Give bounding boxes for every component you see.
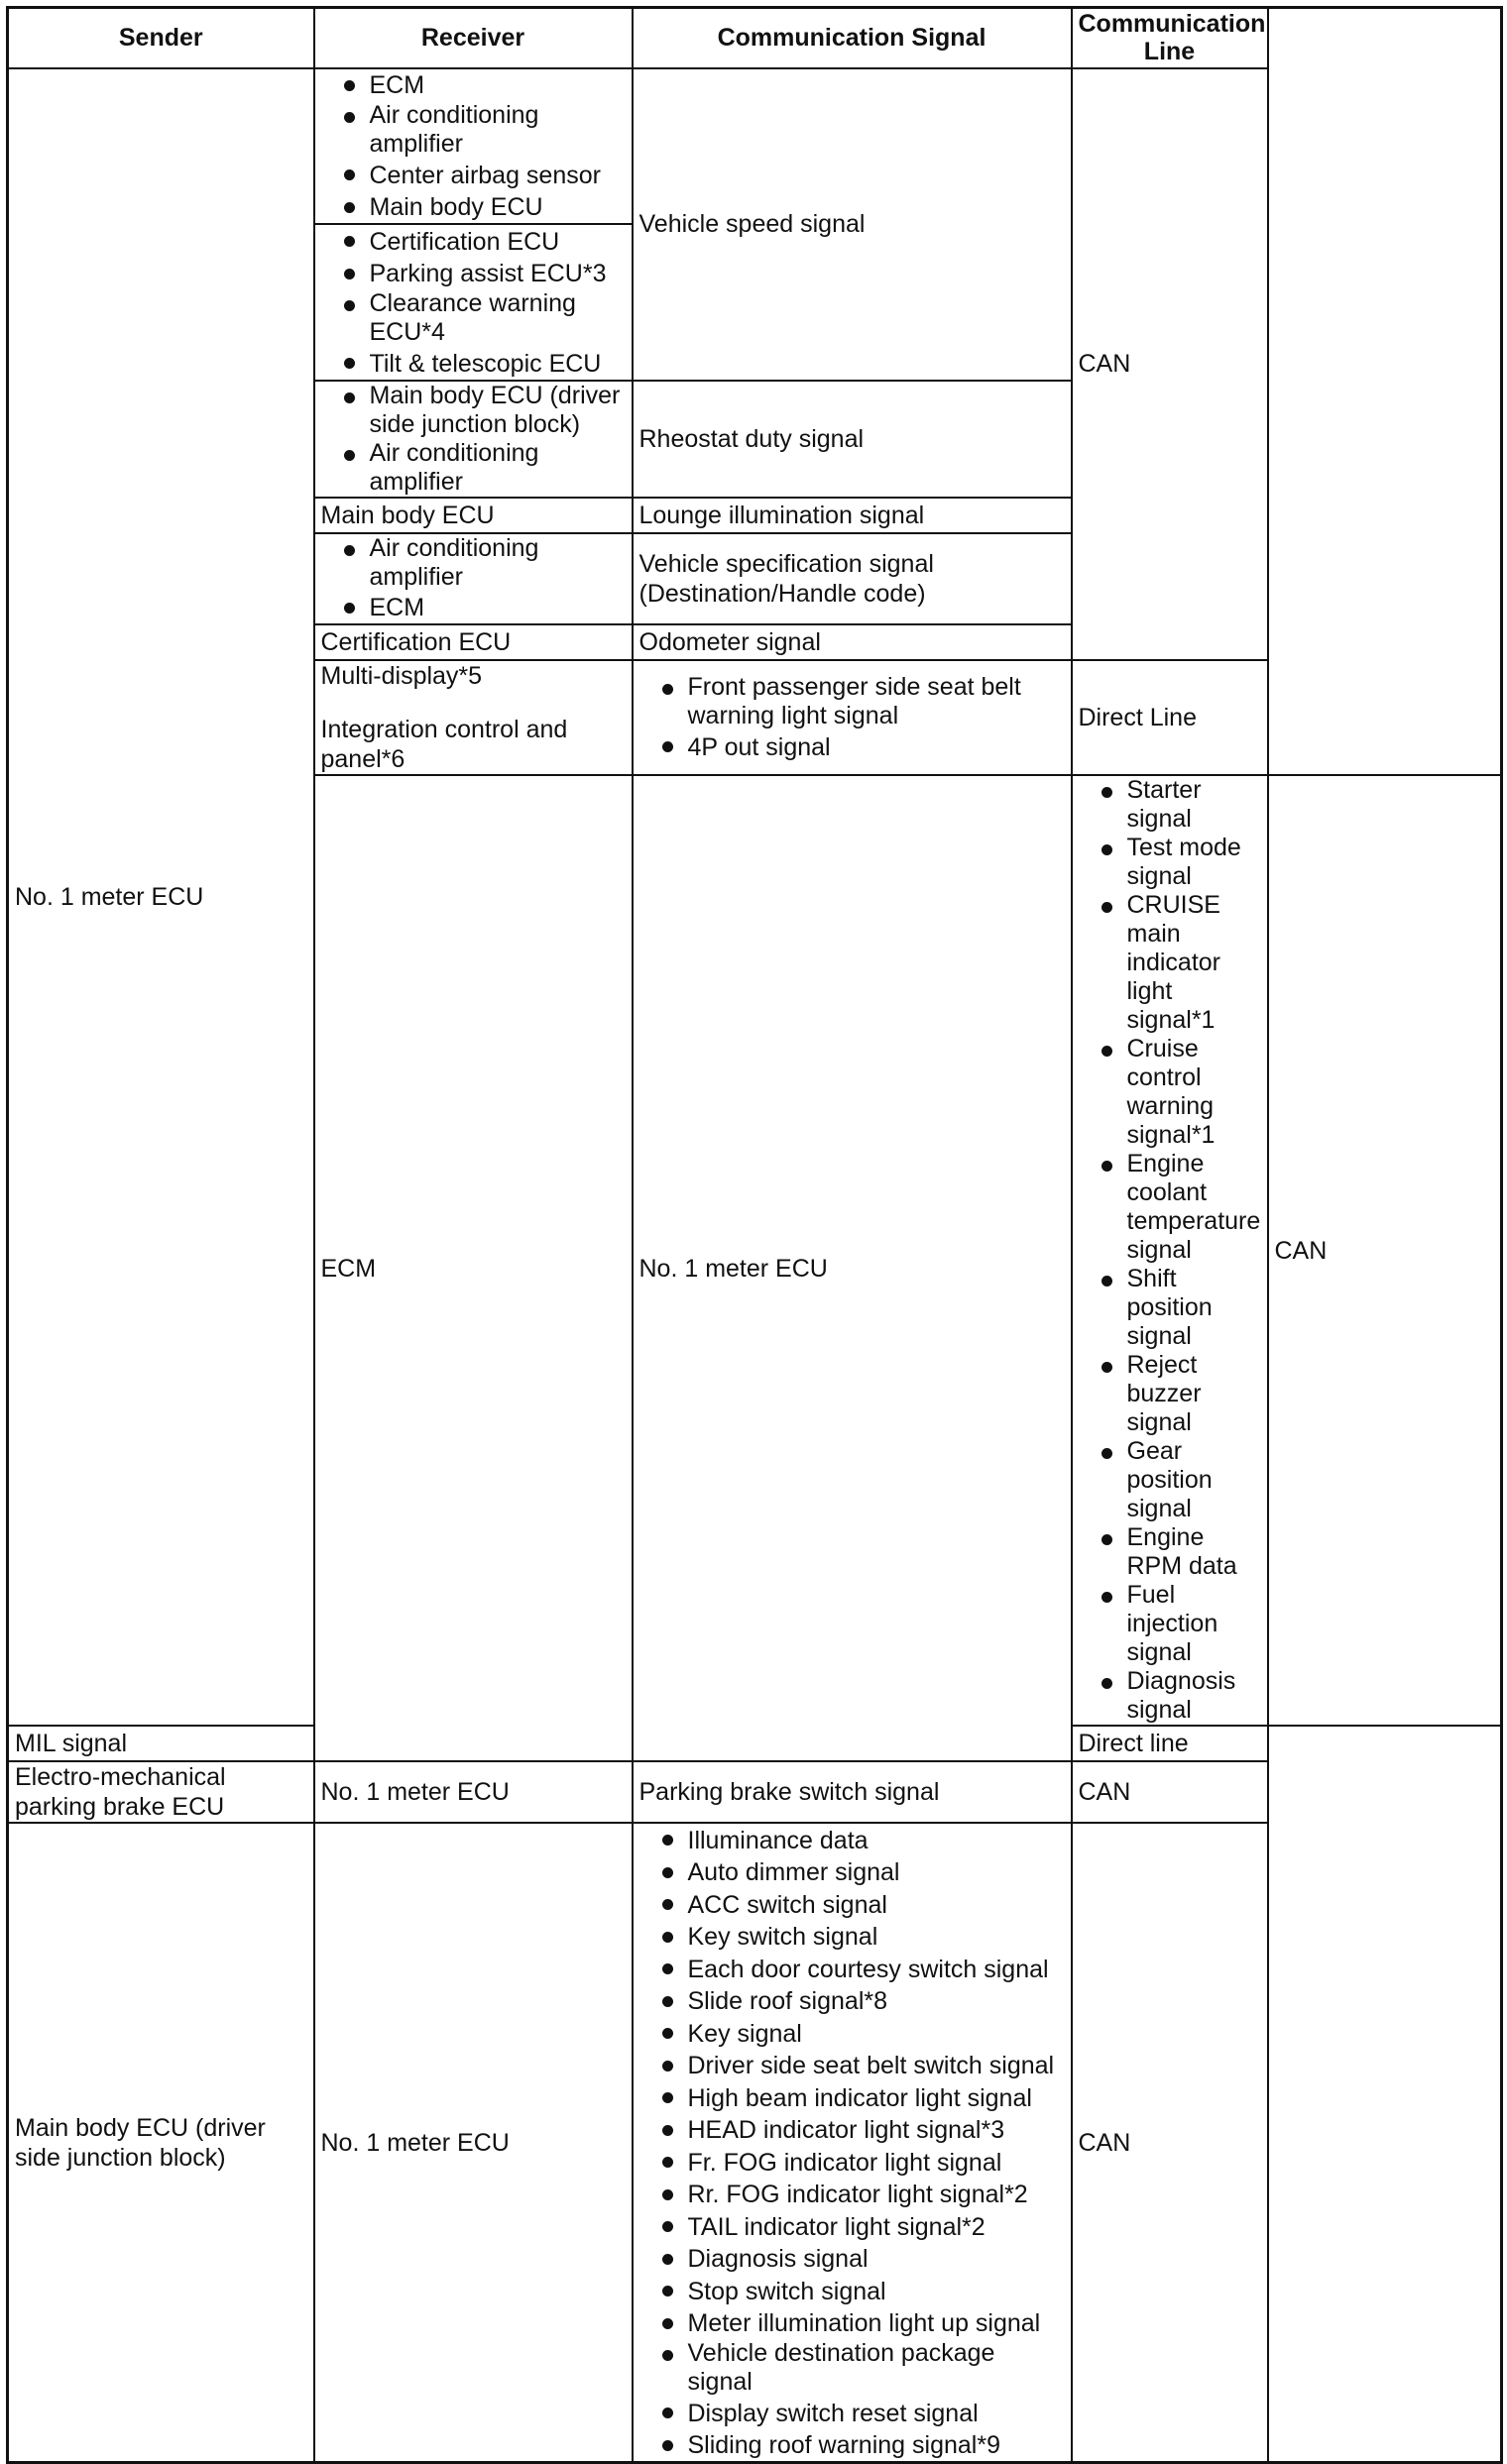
header-sender: Sender [8, 8, 314, 68]
list-item-text: Front passenger side seat belt warning light signal [687, 672, 1021, 729]
list-item [639, 1985, 1065, 2018]
list-item-text: Main body ECU [369, 193, 543, 222]
list-item [639, 2017, 1065, 2050]
receiver-cell [314, 533, 633, 625]
list-item [639, 1824, 1065, 1856]
list-item [1079, 1265, 1261, 1351]
signal-cell: MIL signal [8, 1726, 314, 1761]
list-item [639, 2307, 1065, 2340]
receiver-cell [314, 660, 633, 775]
bullet-icon [344, 236, 355, 247]
receiver-cell [314, 381, 633, 498]
list-item-text: Driver side seat belt switch signal [687, 2052, 1055, 2080]
list-item-text: Fr. FOG indicator light signal [687, 2148, 1002, 2177]
bullet-icon [662, 1867, 673, 1878]
bullet-icon [1101, 844, 1112, 855]
bullet-icon [344, 80, 355, 91]
bullet-icon [344, 202, 355, 213]
list-item-text: Stop switch signal [687, 2277, 886, 2305]
receiver-text: Multi-display*5 [320, 662, 483, 690]
bullet-icon [1101, 1276, 1112, 1287]
bullet-icon [662, 2125, 673, 2136]
list-item [1079, 1150, 1261, 1265]
bullet-icon [662, 2028, 673, 2039]
line-cell: Direct line [1072, 1726, 1268, 1761]
signal-cell: Rheostat duty signal [633, 381, 1072, 498]
list-item-text: HEAD indicator light signal*3 [687, 2116, 1005, 2145]
bullet-icon [662, 1963, 673, 1974]
line-cell: CAN [1072, 1823, 1268, 2463]
list-item-text: Clearance warning ECU*4 [369, 289, 576, 346]
sender-cell: No. 1 meter ECU [8, 68, 314, 1727]
sender-cell: ECM [314, 775, 633, 1761]
bullet-icon [344, 603, 355, 614]
list-item-text: 4P out signal [687, 732, 831, 761]
list-item-text: Tilt & telescopic ECU [369, 349, 602, 378]
list-item [321, 258, 626, 290]
list-item-text: Air conditioning amplifier [369, 101, 539, 158]
bullet-icon [662, 2408, 673, 2418]
list-item-text: Illuminance data [687, 1826, 869, 1854]
list-item [1079, 1035, 1261, 1150]
list-item-text: Air conditioning amplifier [369, 533, 539, 591]
list-item-text: Engine coolant temperature signal [1126, 1150, 1261, 1264]
receiver-cell [314, 224, 633, 381]
receiver-cell: No. 1 meter ECU [314, 1823, 633, 2463]
list-item-text: Main body ECU (driver side junction block) [369, 381, 621, 438]
list-item-text: Diagnosis signal [687, 2245, 869, 2274]
list-item [321, 225, 626, 258]
list-item [1079, 1523, 1261, 1581]
list-item [639, 2146, 1065, 2179]
bullet-icon [662, 1932, 673, 1943]
bullet-icon [662, 2440, 673, 2451]
list-item-text: Gear position signal [1126, 1437, 1213, 1522]
list-item [639, 2081, 1065, 2114]
list-item [639, 2114, 1065, 2147]
bullet-icon [662, 1899, 673, 1910]
signal-cell [633, 1823, 1072, 2463]
list-item [321, 439, 626, 497]
receiver-cell: No. 1 meter ECU [633, 775, 1072, 1761]
receiver-cell: Certification ECU [314, 624, 633, 660]
list-item-text: Rr. FOG indicator light signal*2 [687, 2181, 1028, 2209]
list-item-text: High beam indicator light signal [687, 2083, 1032, 2112]
signal-cell: Odometer signal [633, 624, 1072, 660]
header-line: Communication Line [1072, 8, 1268, 68]
bullet-icon [662, 2221, 673, 2232]
list-item [639, 2243, 1065, 2276]
bullet-icon [344, 545, 355, 556]
receiver-list [321, 534, 626, 624]
table-row [8, 1823, 1502, 2463]
bullet-icon [1101, 902, 1112, 913]
bullet-icon [662, 2157, 673, 2168]
list-item [1079, 1437, 1261, 1523]
receiver-cell [314, 68, 633, 225]
list-item-text: Shift position signal [1126, 1265, 1213, 1350]
line-cell: CAN [1268, 775, 1502, 1726]
list-item [639, 2339, 1065, 2397]
bullet-icon [344, 358, 355, 369]
list-item [639, 2397, 1065, 2429]
list-item-text: Sliding roof warning signal*9 [687, 2431, 1000, 2460]
bullet-icon [662, 741, 673, 752]
list-item-text: Fuel injection signal [1126, 1581, 1218, 1666]
list-item-text: ECM [369, 71, 425, 100]
receiver-list [321, 69, 626, 224]
list-item-text: TAIL indicator light signal*2 [687, 2212, 985, 2241]
bullet-icon [662, 2286, 673, 2296]
list-item-text: Display switch reset signal [687, 2399, 979, 2427]
list-item [1079, 1351, 1261, 1437]
list-item-text: Center airbag sensor [369, 161, 601, 189]
list-item [639, 2210, 1065, 2243]
list-item [1079, 834, 1261, 891]
list-item-text: Reject buzzer signal [1126, 1351, 1202, 1436]
sender-cell: Main body ECU (driver side junction block) [8, 1823, 314, 2463]
bullet-icon [344, 392, 355, 403]
list-item-text: Parking assist ECU*3 [369, 260, 607, 288]
list-item-text: ACC switch signal [687, 1890, 887, 1919]
line-cell: CAN [1072, 1761, 1268, 1823]
list-item-text: Auto dimmer signal [687, 1858, 900, 1887]
header-receiver: Receiver [314, 8, 633, 68]
list-item-text: Engine RPM data [1126, 1523, 1237, 1580]
bullet-icon [662, 2254, 673, 2265]
bullet-icon [1101, 787, 1112, 798]
list-item [321, 69, 626, 102]
signal-list [1079, 776, 1261, 1725]
signal-list [639, 1824, 1065, 2461]
receiver-cell: No. 1 meter ECU [314, 1761, 633, 1823]
list-item [639, 1953, 1065, 1985]
list-item [1079, 1667, 1261, 1725]
list-item [639, 2179, 1065, 2211]
bullet-icon [1101, 1592, 1112, 1603]
list-item-text: Cruise control warning signal*1 [1126, 1035, 1216, 1149]
list-item [321, 101, 626, 159]
list-item-text: Diagnosis signal [1126, 1667, 1236, 1724]
list-item-text: Vehicle destination package signal [687, 2339, 995, 2396]
bullet-icon [344, 112, 355, 123]
list-item [639, 673, 1065, 730]
list-item-text: Air conditioning amplifier [369, 438, 539, 496]
list-item [321, 592, 626, 624]
bullet-icon [344, 300, 355, 311]
list-item-text: Starter signal [1126, 776, 1202, 833]
list-item [1079, 891, 1261, 1035]
list-item-text: Each door courtesy switch signal [687, 1955, 1049, 1983]
list-item [321, 382, 626, 439]
bullet-icon [662, 1835, 673, 1846]
list-item [639, 1856, 1065, 1889]
table-row [8, 1761, 1502, 1823]
receiver-list [321, 382, 626, 497]
bullet-icon [1101, 1534, 1112, 1545]
list-item-text: ECM [369, 594, 425, 622]
receiver-text: Integration control and panel*6 [320, 716, 568, 773]
bullet-icon [662, 2318, 673, 2329]
bullet-icon [662, 2092, 673, 2103]
signal-cell [1072, 775, 1268, 1726]
list-item [639, 2275, 1065, 2307]
list-item [639, 1888, 1065, 1921]
bullet-icon [344, 450, 355, 461]
bullet-icon [662, 2189, 673, 2200]
signal-cell: Vehicle specification signal (Destination/Handle code) [633, 533, 1072, 625]
list-item-text: CRUISE main indicator light signal*1 [1126, 891, 1220, 1034]
signal-cell: Parking brake switch signal [633, 1761, 1072, 1823]
bullet-icon [344, 269, 355, 280]
list-item-text: Meter illumination light up signal [687, 2309, 1041, 2338]
bullet-icon [662, 684, 673, 695]
bullet-icon [1101, 1448, 1112, 1459]
bullet-icon [1101, 1161, 1112, 1172]
list-item [639, 1921, 1065, 1954]
bullet-icon [1101, 1678, 1112, 1689]
bullet-icon [662, 1996, 673, 2007]
line-cell: CAN [1072, 68, 1268, 661]
list-item [321, 347, 626, 380]
header-row [8, 8, 1502, 68]
list-item-text: Slide roof signal*8 [687, 1987, 888, 2016]
list-item [639, 2050, 1065, 2082]
signal-list [639, 673, 1065, 763]
receiver-cell: Main body ECU [314, 498, 633, 533]
list-item [321, 191, 626, 224]
receiver-list [321, 225, 626, 380]
list-item [639, 730, 1065, 763]
list-item [321, 159, 626, 191]
line-cell: Direct Line [1072, 660, 1268, 775]
bullet-icon [662, 2350, 673, 2361]
signal-cell: Lounge illumination signal [633, 498, 1072, 533]
list-item-text: Test mode signal [1126, 834, 1241, 890]
sender-cell: Electro-mechanical parking brake ECU [8, 1761, 314, 1823]
bullet-icon [1101, 1046, 1112, 1057]
list-item [1079, 776, 1261, 834]
header-signal: Communication Signal [633, 8, 1072, 68]
table-row [8, 68, 1502, 225]
list-item [321, 534, 626, 592]
list-item [1079, 1581, 1261, 1667]
list-item-text: Certification ECU [369, 227, 560, 256]
bullet-icon [1101, 1362, 1112, 1373]
list-item-text: Key signal [687, 2019, 802, 2048]
signal-cell [633, 660, 1072, 775]
list-item-text: Key switch signal [687, 1923, 878, 1952]
bullet-icon [662, 2061, 673, 2072]
bullet-icon [344, 169, 355, 180]
list-item [639, 2429, 1065, 2462]
communication-table [6, 6, 1503, 2464]
list-item [321, 289, 626, 347]
signal-cell: Vehicle speed signal [633, 68, 1072, 381]
